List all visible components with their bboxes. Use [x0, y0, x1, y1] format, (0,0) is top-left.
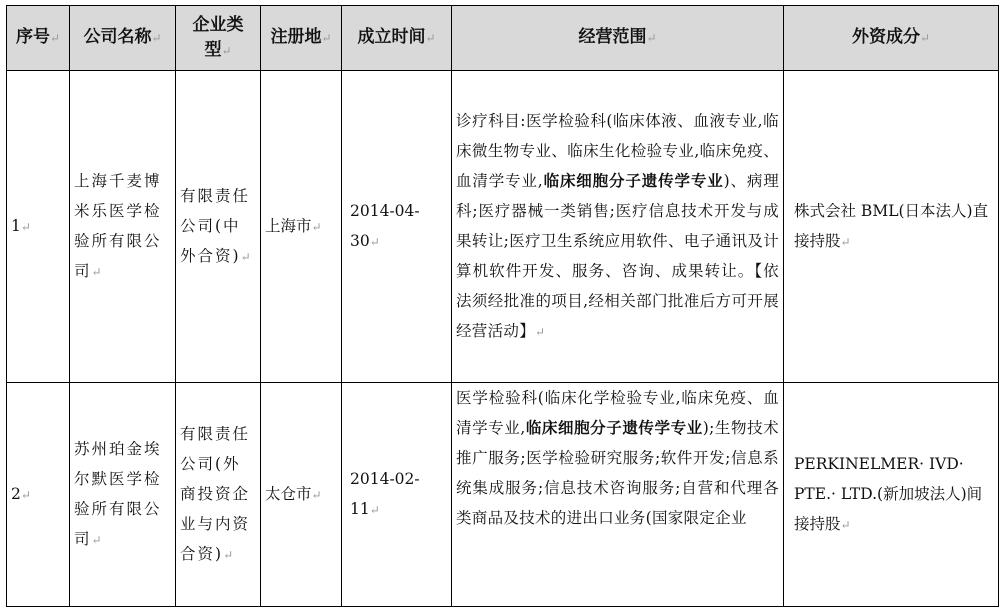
cell-index: 2↵ — [7, 383, 70, 607]
cell-business-scope: 医学检验科(临床化学检验专业,临床免疫、血清学专业,临床细胞分子遗传学专业);生物技术推广服务;医学检验研究服务;软件开发;信息系统集成服务;信息技术咨询服务;自营和代理各类商品及技术的进出口业务(国家限定企业 — [452, 383, 784, 607]
cell-foreign-capital: PERKINELMER· IVD· PTE.· LTD.(新加坡法人)间接持股↵ — [784, 383, 999, 607]
highlight-text: 临床细胞分子遗传学专业 — [543, 171, 724, 190]
header-company-type: 企业类型↵ — [176, 6, 261, 71]
header-company-name: 公司名称↵ — [70, 6, 176, 71]
header-founded-date: 成立时间↵ — [342, 6, 452, 71]
company-table — [6, 5, 999, 607]
cell-registered-place: 上海市↵ — [261, 71, 342, 383]
cell-index: 1↵ — [7, 71, 70, 383]
header-business-scope: 经营范围↵ — [452, 6, 784, 71]
table-row — [7, 383, 999, 607]
header-index: 序号↵ — [7, 6, 70, 71]
cell-foreign-capital: 株式会社 BML(日本法人)直接持股↵ — [784, 71, 999, 383]
cell-business-scope: 诊疗科目:医学检验科(临床体液、血液专业,临床微生物专业、临床生化检验专业,临床免疫、血清学专业,临床细胞分子遗传学专业)、病理科;医疗器械一类销售;医疗信息技术开发与成果转让;医疗卫生系统应用软件、电子通讯及计算机软件开发、服务、咨询、成果转让。【依法须经批准的项目,经相关部门批准后方可开展经营活动】↵ — [452, 71, 784, 383]
header-foreign-capital: 外资成分↵ — [784, 6, 999, 71]
cell-company-type: 有限责任公司(外商投资企业与内资合资)↵ — [176, 383, 261, 607]
table-row — [7, 71, 999, 383]
cell-founded-date: 2014-02-11↵ — [342, 383, 452, 607]
cell-registered-place: 太仓市↵ — [261, 383, 342, 607]
cell-founded-date: 2014-04-30↵ — [342, 71, 452, 383]
header-row — [7, 6, 999, 71]
cell-company-type: 有限责任公司(中外合资)↵ — [176, 71, 261, 383]
highlight-text: 临床细胞分子遗传学专业 — [525, 418, 703, 437]
cell-company-name: 苏州珀金埃尔默医学检验所有限公司↵ — [70, 383, 176, 607]
cell-company-name: 上海千麦博米乐医学检验所有限公司↵ — [70, 71, 176, 383]
header-registered-place: 注册地↵ — [261, 6, 342, 71]
